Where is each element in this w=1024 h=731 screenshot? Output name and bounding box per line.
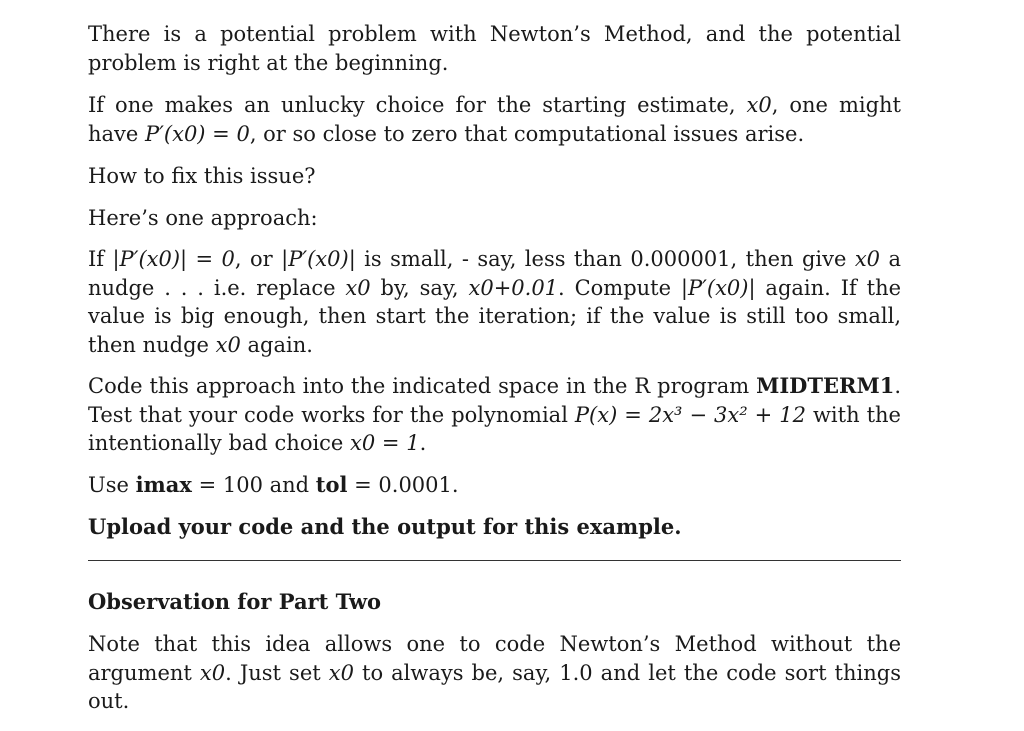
- paragraph-approach-intro: Here’s one approach:: [88, 205, 318, 230]
- text-run: . Compute: [558, 275, 681, 300]
- param-imax: imax: [135, 471, 192, 497]
- text-run: by, say,: [370, 275, 469, 300]
- math-x0: x0: [746, 93, 772, 117]
- paragraph-code-instructions: [88, 372, 901, 458]
- text-run: is small, - say, less than 0.000001, then give: [355, 247, 855, 271]
- paragraph-intro: There is a potential problem with Newton’s Method, and the potential problem is right at the beginning.: [88, 22, 901, 75]
- math-abs-derivative: |P′(x0)|: [680, 275, 756, 300]
- param-tol: tol: [315, 471, 348, 497]
- text-run: . Test that your code works for the polynomial: [88, 374, 901, 427]
- text-run: .: [419, 431, 427, 455]
- paragraph-parameters: [88, 471, 901, 500]
- math-x0: x0: [854, 247, 881, 271]
- text-run: again.: [240, 332, 313, 357]
- math-polynomial: P(x) = 2x³ − 3x² + 12: [574, 402, 806, 427]
- math-x0-nudge: x0+0.01: [468, 275, 559, 300]
- text-run: to always be, say, 1.0 and let the code sort things out.: [88, 660, 901, 713]
- paragraph-observation: [88, 630, 901, 716]
- text-run: , one might have: [88, 93, 901, 146]
- math-bad-choice: x0 = 1: [350, 431, 420, 455]
- math-x0: x0: [345, 275, 371, 300]
- text-run: a nudge . . . i.e. replace: [88, 247, 901, 300]
- text-run: Use: [88, 472, 136, 497]
- text-run: , or so close to zero that computational issues arise.: [249, 121, 805, 146]
- paragraph-question: How to fix this issue?: [88, 164, 316, 188]
- text-run: = 0.0001.: [347, 472, 459, 497]
- math-x0: x0: [328, 660, 354, 685]
- text-run: Note that this idea allows one to code Newton’s Method without the argument: [88, 632, 901, 685]
- math-derivative-zero: P′(x0) = 0: [145, 121, 250, 146]
- text-run: If: [88, 247, 113, 271]
- upload-instruction: Upload your code and the output for this example.: [88, 514, 682, 539]
- math-x0: x0: [215, 332, 241, 357]
- math-x0: x0: [199, 660, 226, 685]
- text-run: Code this approach into the indicated space in the R program: [88, 374, 757, 398]
- text-run: . Just set: [225, 660, 329, 685]
- section-heading: Observation for Part Two: [88, 588, 382, 614]
- text-run: If one makes an unlucky choice for the starting estimate,: [88, 93, 747, 117]
- text-run: with the intentionally bad choice: [88, 402, 901, 455]
- text-run: again. If the value is big enough, then start the iteration; if the value is still too small, then nudge: [88, 275, 902, 357]
- paragraph-approach: [88, 245, 901, 359]
- document-body: [88, 20, 901, 716]
- text-run: , or: [234, 247, 282, 271]
- math-abs-derivative: |P′(x0)|: [281, 247, 356, 271]
- horizontal-divider: [88, 560, 901, 561]
- text-run: = 100 and: [191, 472, 316, 497]
- paragraph-unlucky-choice: [88, 91, 901, 148]
- paragraph-upload-instruction: [88, 513, 901, 542]
- program-name: MIDTERM1: [756, 373, 895, 398]
- math-abs-derivative-zero: |P′(x0)| = 0: [112, 247, 235, 271]
